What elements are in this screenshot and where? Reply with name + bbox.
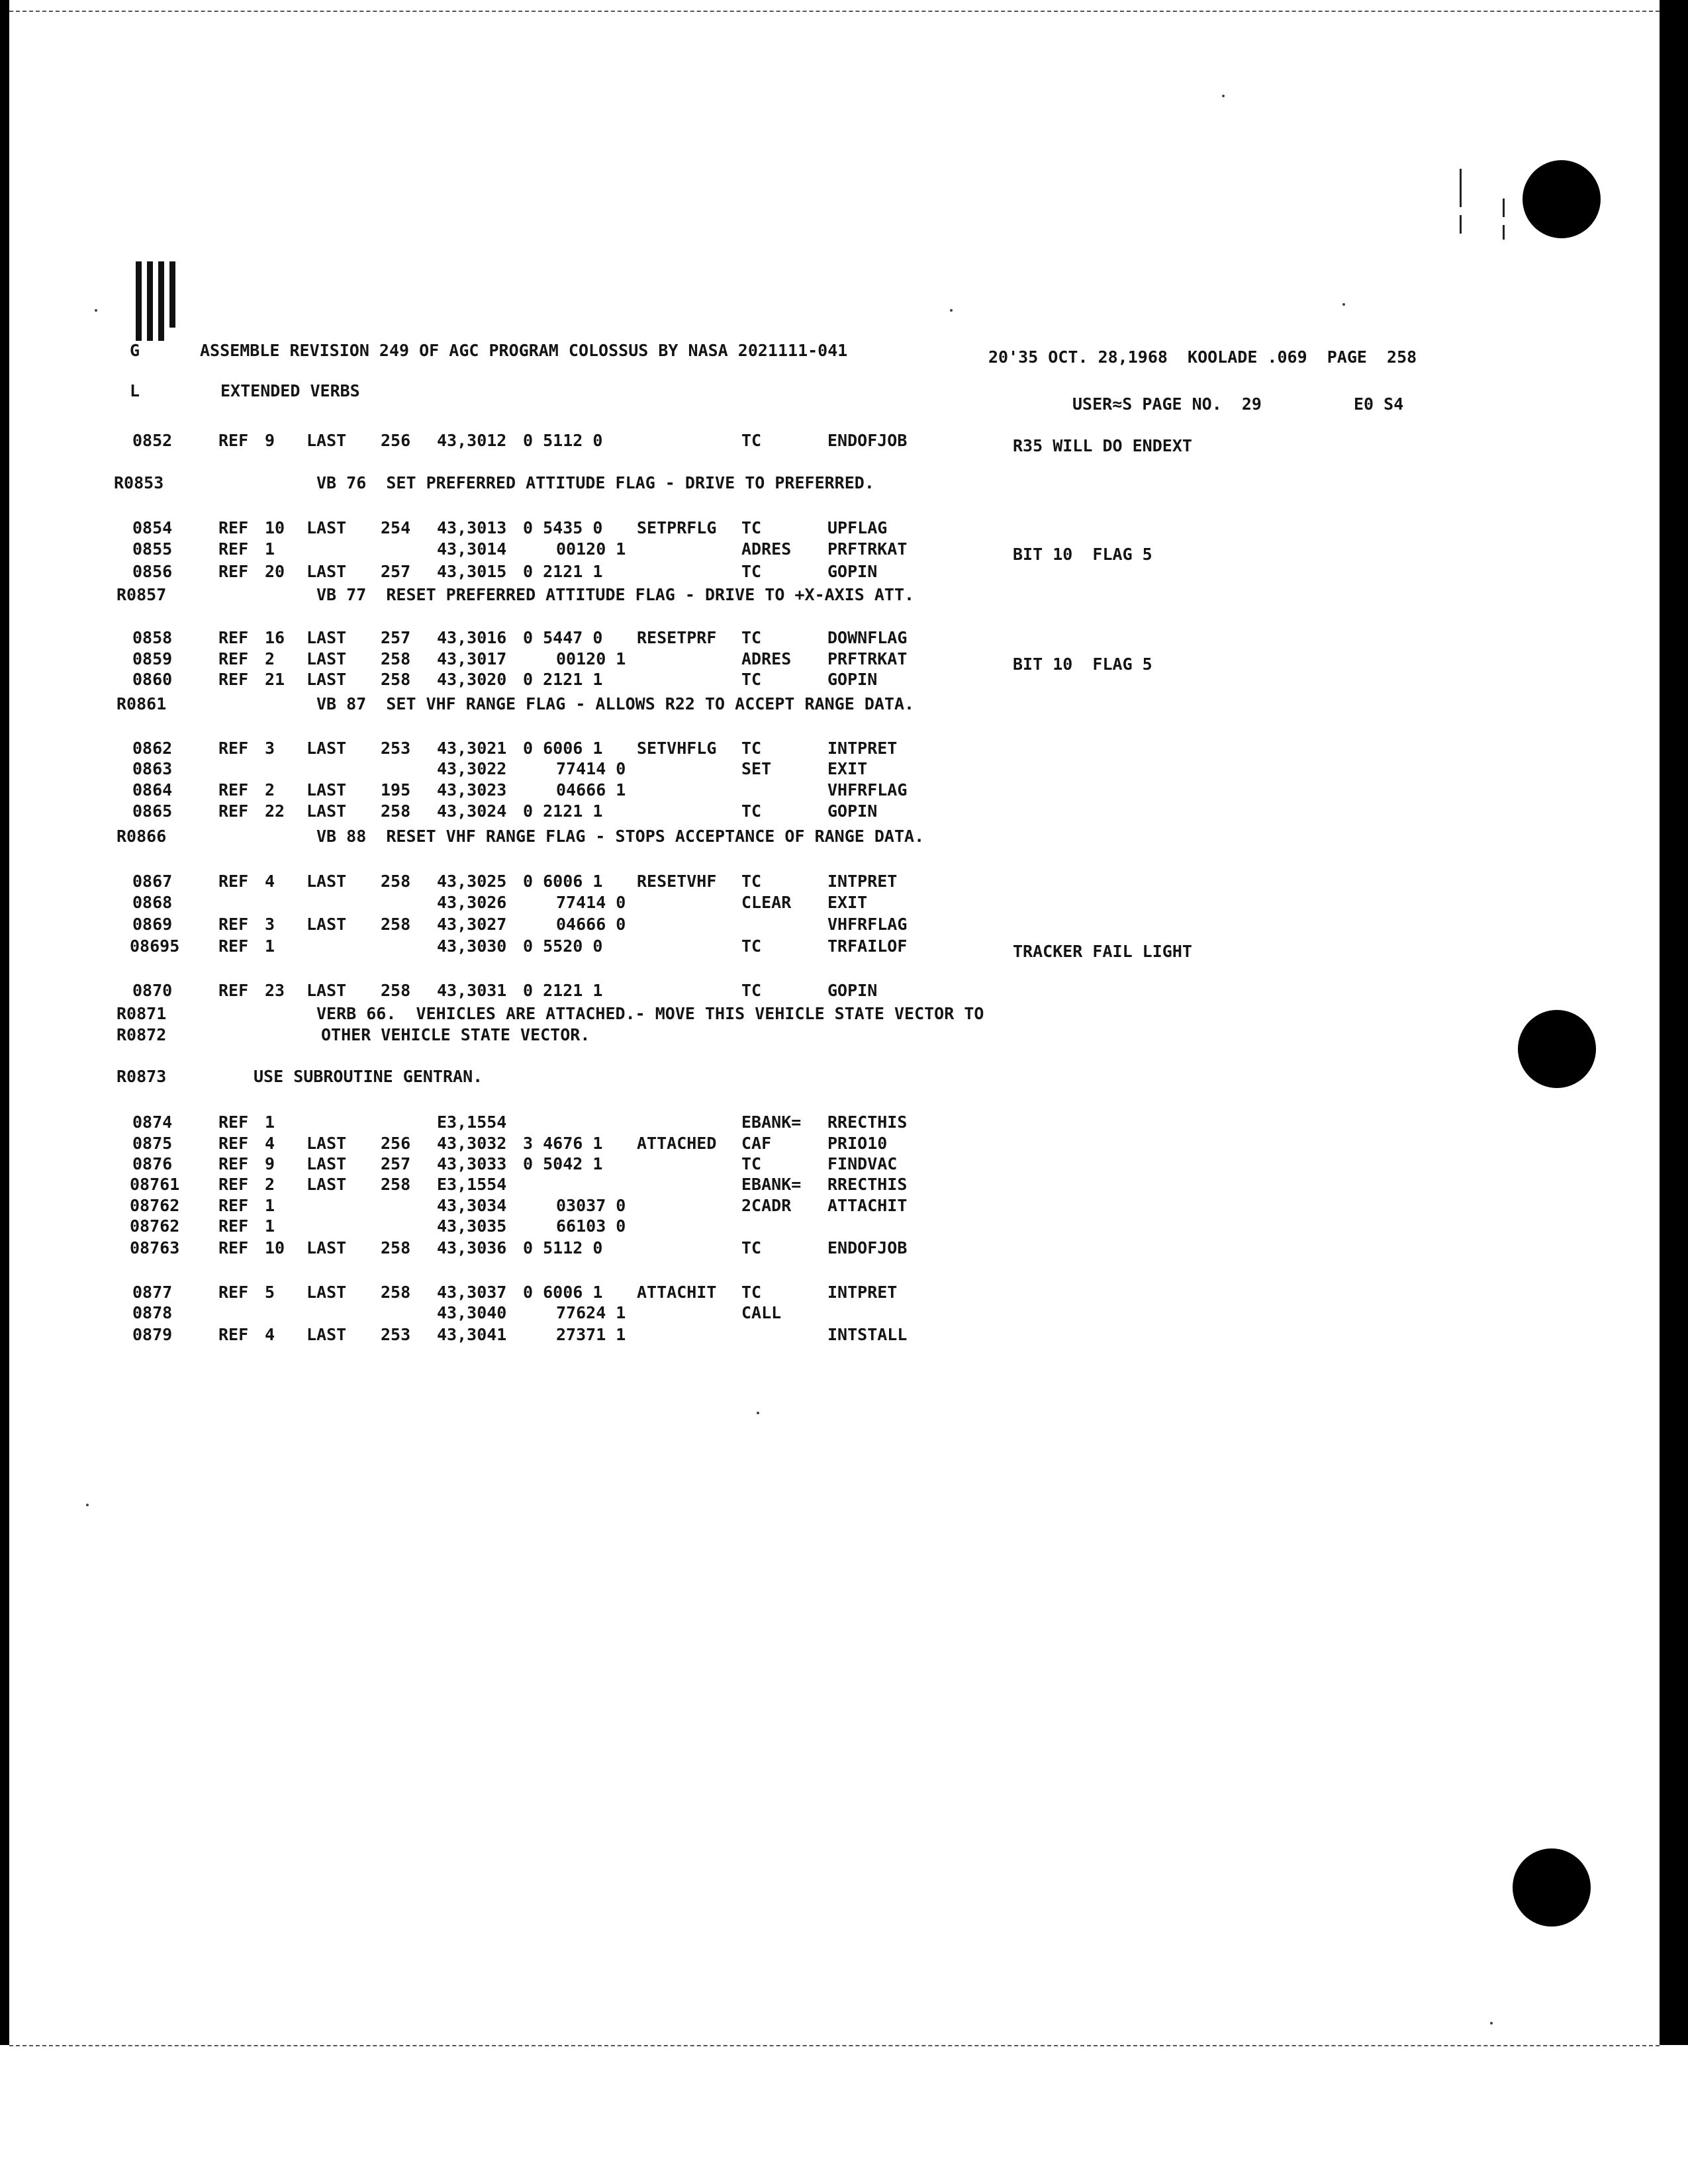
line-op: 2CADR [741, 1196, 792, 1215]
line-addr: 43,3024 [437, 801, 507, 821]
section-title: EXTENDED VERBS [220, 381, 360, 400]
line-ref: REF [218, 1325, 249, 1344]
remark-text: VERB 66. VEHICLES ARE ATTACHED.- MOVE THIS VEHICLE STATE VECTOR TO [316, 1004, 984, 1023]
line-comment: BIT 10 FLAG 5 [1013, 655, 1152, 674]
line-last: LAST [306, 562, 347, 581]
line-addr: 43,3035 [437, 1216, 507, 1236]
line-operand: UPFLAG [827, 518, 888, 537]
line-cnt: 4 [265, 872, 275, 891]
line-op: CAF [741, 1134, 772, 1153]
line-cnt: 1 [265, 1216, 275, 1236]
line-number: R0853 [114, 473, 164, 492]
line-addr: 43,3013 [437, 518, 507, 537]
line-ref: REF [218, 670, 249, 689]
line-code: 00120 1 [556, 539, 626, 559]
line-ref: REF [218, 872, 249, 891]
line-code: 77624 1 [556, 1303, 626, 1322]
line-code: 0 5435 0 [523, 518, 603, 537]
line-op: TC [741, 801, 762, 821]
line-code: 0 2121 1 [523, 670, 603, 689]
line-op: TC [741, 981, 762, 1000]
line-number: 0854 [132, 518, 173, 537]
line-lp: 258 [381, 981, 411, 1000]
line-lp: 257 [381, 562, 411, 581]
line-cnt: 4 [265, 1134, 275, 1153]
line-addr: 43,3016 [437, 628, 507, 647]
line-ref: REF [218, 562, 249, 581]
line-lp: 253 [381, 1325, 411, 1344]
line-addr: 43,3030 [437, 936, 507, 956]
line-operand: INTPRET [827, 739, 898, 758]
line-addr: 43,3031 [437, 981, 507, 1000]
line-lp: 256 [381, 431, 411, 450]
remark-text: VB 88 RESET VHF RANGE FLAG - STOPS ACCEPTANCE OF RANGE DATA. [316, 827, 925, 846]
line-ref: REF [218, 1113, 249, 1132]
line-comment: TRACKER FAIL LIGHT [1013, 942, 1192, 961]
line-operand: GOPIN [827, 801, 878, 821]
line-cnt: 4 [265, 1325, 275, 1344]
line-number: 08695 [130, 936, 180, 956]
line-lp: 258 [381, 1238, 411, 1257]
remark-text: VB 87 SET VHF RANGE FLAG - ALLOWS R22 TO ACCEPT RANGE DATA. [316, 694, 915, 713]
line-lp: 257 [381, 628, 411, 647]
line-cnt: 23 [265, 981, 285, 1000]
line-label: ATTACHED [637, 1134, 717, 1153]
line-op: SET [741, 759, 772, 778]
line-operand: VHFRFLAG [827, 780, 908, 799]
line-cnt: 20 [265, 562, 285, 581]
line-code: 0 2121 1 [523, 801, 603, 821]
line-ref: REF [218, 936, 249, 956]
header-title: ASSEMBLE REVISION 249 OF AGC PROGRAM COLOSSUS BY NASA 2021111-041 [200, 341, 848, 360]
line-ref: REF [218, 431, 249, 450]
line-ref: REF [218, 915, 249, 934]
line-addr: 43,3021 [437, 739, 507, 758]
line-ref: REF [218, 649, 249, 668]
line-ref: REF [218, 1175, 249, 1194]
line-cnt: 2 [265, 1175, 275, 1194]
line-number: R0861 [117, 694, 167, 713]
line-cnt: 21 [265, 670, 285, 689]
line-number: 0865 [132, 801, 173, 821]
line-op: CALL [741, 1303, 782, 1322]
line-cnt: 9 [265, 431, 275, 450]
line-addr: 43,3036 [437, 1238, 507, 1257]
line-addr: 43,3041 [437, 1325, 507, 1344]
line-operand: EXIT [827, 893, 868, 912]
line-last: LAST [306, 518, 347, 537]
line-comment: BIT 10 FLAG 5 [1013, 545, 1152, 564]
line-ref: REF [218, 981, 249, 1000]
line-addr: E3,1554 [437, 1175, 507, 1194]
line-cnt: 10 [265, 1238, 285, 1257]
line-op: EBANK= [741, 1113, 802, 1132]
line-last: LAST [306, 1154, 347, 1173]
line-number: R0871 [117, 1004, 167, 1023]
line-op: TC [741, 1238, 762, 1257]
line-ref: REF [218, 628, 249, 647]
line-addr: 43,3022 [437, 759, 507, 778]
line-ref: REF [218, 518, 249, 537]
line-cnt: 2 [265, 780, 275, 799]
line-addr: 43,3034 [437, 1196, 507, 1215]
line-cnt: 2 [265, 649, 275, 668]
line-label: RESETPRF [637, 628, 717, 647]
line-number: 0856 [132, 562, 173, 581]
line-number: 0870 [132, 981, 173, 1000]
line-label: RESETVHF [637, 872, 717, 891]
line-last: LAST [306, 1175, 347, 1194]
line-op: TC [741, 670, 762, 689]
line-code: 0 6006 1 [523, 739, 603, 758]
line-lp: 258 [381, 915, 411, 934]
line-code: 3 4676 1 [523, 1134, 603, 1153]
remark-text: VB 77 RESET PREFERRED ATTITUDE FLAG - DRIVE TO +X-AXIS ATT. [316, 585, 915, 604]
line-number: R0872 [117, 1025, 167, 1044]
line-number: 0876 [132, 1154, 173, 1173]
line-lp: 195 [381, 780, 411, 799]
line-code: 0 2121 1 [523, 562, 603, 581]
line-addr: 43,3012 [437, 431, 507, 450]
line-cnt: 1 [265, 1196, 275, 1215]
line-last: LAST [306, 1325, 347, 1344]
line-addr: 43,3032 [437, 1134, 507, 1153]
line-comment: R35 WILL DO ENDEXT [1013, 436, 1192, 455]
line-op: CLEAR [741, 893, 792, 912]
line-addr: 43,3020 [437, 670, 507, 689]
line-cnt: 3 [265, 739, 275, 758]
line-cnt: 22 [265, 801, 285, 821]
line-label: SETVHFLG [637, 739, 717, 758]
line-operand: FINDVAC [827, 1154, 898, 1173]
line-number: 08762 [130, 1216, 180, 1236]
user-page-number: USER≈S PAGE NO. 29 [1072, 394, 1262, 414]
line-operand: RRECTHIS [827, 1175, 908, 1194]
line-ref: REF [218, 780, 249, 799]
line-last: LAST [306, 801, 347, 821]
line-lp: 258 [381, 649, 411, 668]
line-number: 0864 [132, 780, 173, 799]
line-addr: 43,3015 [437, 562, 507, 581]
line-cnt: 5 [265, 1283, 275, 1302]
line-last: LAST [306, 739, 347, 758]
line-op: TC [741, 518, 762, 537]
line-last: LAST [306, 628, 347, 647]
line-addr: 43,3027 [437, 915, 507, 934]
line-op: TC [741, 431, 762, 450]
line-operand: TRFAILOF [827, 936, 908, 956]
line-code: 0 5042 1 [523, 1154, 603, 1173]
remark-text: VB 76 SET PREFERRED ATTITUDE FLAG - DRIVE TO PREFERRED. [316, 473, 874, 492]
line-cnt: 1 [265, 1113, 275, 1132]
line-op: TC [741, 628, 762, 647]
line-op: TC [741, 872, 762, 891]
line-operand: DOWNFLAG [827, 628, 908, 647]
line-number: 0859 [132, 649, 173, 668]
line-number: 0863 [132, 759, 173, 778]
line-addr: 43,3023 [437, 780, 507, 799]
line-operand: ATTACHIT [827, 1196, 908, 1215]
line-number: 08763 [130, 1238, 180, 1257]
remark-text: USE SUBROUTINE GENTRAN. [254, 1067, 483, 1086]
line-code: 0 5520 0 [523, 936, 603, 956]
line-number: 0862 [132, 739, 173, 758]
line-cnt: 16 [265, 628, 285, 647]
line-addr: 43,3040 [437, 1303, 507, 1322]
line-op: ADRES [741, 649, 792, 668]
line-ref: REF [218, 1238, 249, 1257]
line-operand: GOPIN [827, 981, 878, 1000]
line-addr: 43,3033 [437, 1154, 507, 1173]
line-operand: RRECTHIS [827, 1113, 908, 1132]
line-code: 0 5112 0 [523, 1238, 603, 1257]
line-code: 0 5112 0 [523, 431, 603, 450]
line-code: 0 6006 1 [523, 1283, 603, 1302]
line-operand: INTPRET [827, 872, 898, 891]
line-addr: 43,3014 [437, 539, 507, 559]
line-last: LAST [306, 915, 347, 934]
line-cnt: 1 [265, 539, 275, 559]
line-op: ADRES [741, 539, 792, 559]
line-operand: INTPRET [827, 1283, 898, 1302]
line-number: 0878 [132, 1303, 173, 1322]
line-number: 0879 [132, 1325, 173, 1344]
line-last: LAST [306, 780, 347, 799]
line-last: LAST [306, 1134, 347, 1153]
line-cnt: 1 [265, 936, 275, 956]
line-code: 0 5447 0 [523, 628, 603, 647]
line-op: TC [741, 1154, 762, 1173]
line-number: R0857 [117, 585, 167, 604]
line-code: 04666 1 [556, 780, 626, 799]
line-operand: VHFRFLAG [827, 915, 908, 934]
line-operand: GOPIN [827, 562, 878, 581]
line-ref: REF [218, 1216, 249, 1236]
line-last: LAST [306, 431, 347, 450]
line-code: 0 6006 1 [523, 872, 603, 891]
line-code: 27371 1 [556, 1325, 626, 1344]
line-code: 03037 0 [556, 1196, 626, 1215]
line-label: ATTACHIT [637, 1283, 717, 1302]
line-lp: 253 [381, 739, 411, 758]
line-lp: 258 [381, 1175, 411, 1194]
line-ref: REF [218, 801, 249, 821]
line-operand: PRIO10 [827, 1134, 888, 1153]
line-op: EBANK= [741, 1175, 802, 1194]
line-lp: 258 [381, 801, 411, 821]
line-addr: 43,3026 [437, 893, 507, 912]
line-last: LAST [306, 981, 347, 1000]
line-code: 66103 0 [556, 1216, 626, 1236]
line-last: LAST [306, 649, 347, 668]
line-code: 04666 0 [556, 915, 626, 934]
line-last: LAST [306, 670, 347, 689]
line-operand: GOPIN [827, 670, 878, 689]
header-prefix: G [130, 341, 140, 360]
line-ref: REF [218, 739, 249, 758]
line-lp: 254 [381, 518, 411, 537]
line-cnt: 10 [265, 518, 285, 537]
line-number: 0867 [132, 872, 173, 891]
line-cnt: 9 [265, 1154, 275, 1173]
line-last: LAST [306, 1283, 347, 1302]
line-lp: 257 [381, 1154, 411, 1173]
line-operand: PRFTRKAT [827, 539, 908, 559]
section-code: L [130, 381, 140, 400]
line-op: TC [741, 562, 762, 581]
line-operand: INTSTALL [827, 1325, 908, 1344]
line-lp: 256 [381, 1134, 411, 1153]
line-number: 0860 [132, 670, 173, 689]
line-code: 0 2121 1 [523, 981, 603, 1000]
line-number: 0868 [132, 893, 173, 912]
line-ref: REF [218, 1196, 249, 1215]
line-number: 0852 [132, 431, 173, 450]
line-code: 77414 0 [556, 893, 626, 912]
line-addr: 43,3037 [437, 1283, 507, 1302]
line-number: 08761 [130, 1175, 180, 1194]
header-date: 20'35 OCT. 28,1968 KOOLADE .069 PAGE 258 [988, 347, 1417, 367]
line-last: LAST [306, 872, 347, 891]
line-op: TC [741, 936, 762, 956]
line-addr: 43,3025 [437, 872, 507, 891]
line-operand: EXIT [827, 759, 868, 778]
line-number: 0858 [132, 628, 173, 647]
line-code: 77414 0 [556, 759, 626, 778]
e-code: E0 S4 [1354, 394, 1404, 414]
line-operand: ENDOFJOB [827, 431, 908, 450]
line-addr: E3,1554 [437, 1113, 507, 1132]
line-lp: 258 [381, 670, 411, 689]
line-ref: REF [218, 1154, 249, 1173]
line-op: TC [741, 1283, 762, 1302]
line-operand: PRFTRKAT [827, 649, 908, 668]
remark-text: OTHER VEHICLE STATE VECTOR. [321, 1025, 590, 1044]
line-last: LAST [306, 1238, 347, 1257]
line-number: R0873 [117, 1067, 167, 1086]
line-op: TC [741, 739, 762, 758]
line-code: 00120 1 [556, 649, 626, 668]
line-number: 0855 [132, 539, 173, 559]
line-number: 08762 [130, 1196, 180, 1215]
line-lp: 258 [381, 1283, 411, 1302]
line-ref: REF [218, 1283, 249, 1302]
line-label: SETPRFLG [637, 518, 717, 537]
line-number: 0875 [132, 1134, 173, 1153]
line-operand: ENDOFJOB [827, 1238, 908, 1257]
line-number: 0869 [132, 915, 173, 934]
line-lp: 258 [381, 872, 411, 891]
line-number: R0866 [117, 827, 167, 846]
line-ref: REF [218, 1134, 249, 1153]
line-cnt: 3 [265, 915, 275, 934]
line-number: 0877 [132, 1283, 173, 1302]
line-addr: 43,3017 [437, 649, 507, 668]
line-ref: REF [218, 539, 249, 559]
line-number: 0874 [132, 1113, 173, 1132]
